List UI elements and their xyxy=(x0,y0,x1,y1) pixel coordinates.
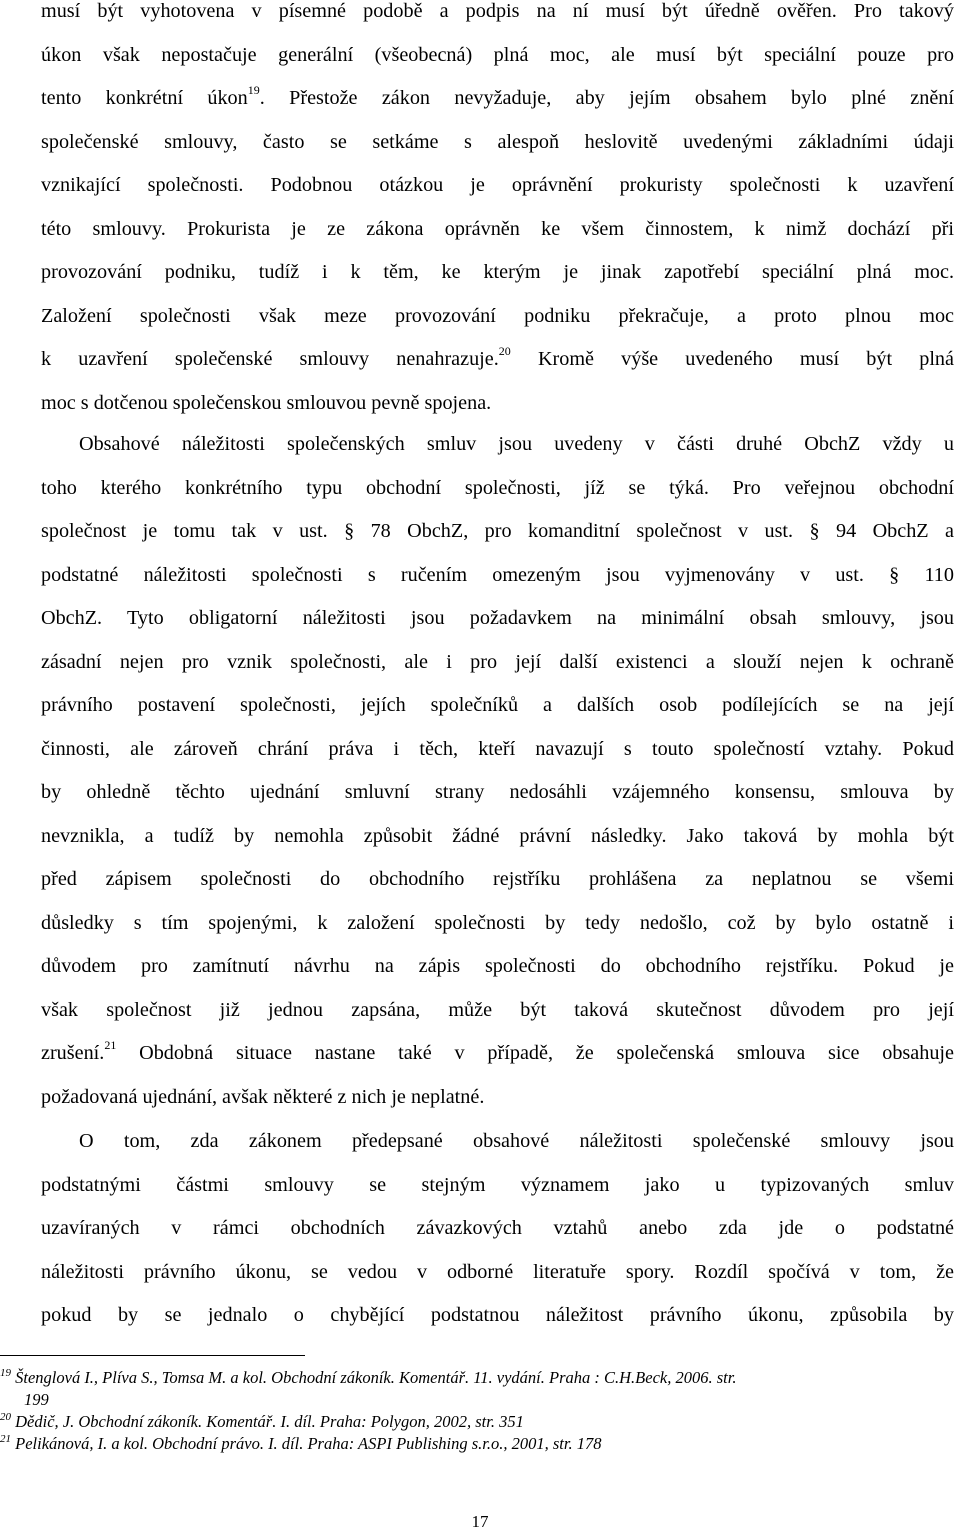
paragraph-1 xyxy=(41,0,954,425)
text-line: ObchZ. Tyto obligatorní náležitosti jsou požadavkem na minimální obsah smlouvy, jsou xyxy=(41,607,954,629)
text-line: však společnost již jednou zapsána, může být taková skutečnost důvodem pro její xyxy=(41,998,954,1021)
text-line: nevznikla, a tudíž by nemohla způsobit žádné právní následky. Jako taková by mohla být xyxy=(41,824,954,847)
paragraph-2 xyxy=(41,423,954,1119)
text-line: podstatné náležitosti společnosti s ručením omezeným jsou vyjmenovány v ust. § 110 xyxy=(41,563,954,586)
text-segment: zrušení. xyxy=(41,1042,105,1064)
text-segment: Obdobná situace nastane také v případě, že společenská smlouva sice obsahuje xyxy=(116,1042,954,1064)
text-segment: Kromě výše uvedeného musí být plná xyxy=(510,348,954,370)
text-line: moc s dotčenou společenskou smlouvou pevně spojena. xyxy=(41,391,492,414)
text-line: náležitosti právního úkonu, se vedou v odborné literatuře spory. Rozdíl spočívá v tom, že xyxy=(41,1260,954,1283)
text-line: společnost je tomu tak v ust. § 78 ObchZ, pro komanditní společnost v ust. § 94 ObchZ a xyxy=(41,520,954,542)
text-line: před zápisem společnosti do obchodního rejstříku prohlášena za neplatnou se všemi xyxy=(41,868,954,890)
footnote-19-continuation: 199 xyxy=(24,1390,49,1409)
text-line: společenské smlouvy, často se setkáme s alespoň heslovitě uvedenými základními údaji xyxy=(41,130,954,153)
text-line: provozování podniku, tudíž i k těm, ke kterým je jinak zapotřebí speciální plná moc. xyxy=(41,261,954,283)
text-line xyxy=(41,1032,954,1076)
text-line: O tom, zda zákonem předepsané obsahové náležitosti společenské smlouvy jsou xyxy=(79,1130,954,1152)
footnote-20 xyxy=(0,1411,950,1433)
footnote-number: 19 xyxy=(0,1366,11,1379)
text-line: Založení společnosti však meze provozování podniku překračuje, a proto plnou moc xyxy=(41,304,954,327)
text-line: pokud by se jednalo o chybějící podstatnou náležitost právního úkonu, způsobila by xyxy=(41,1304,954,1326)
text-line: vznikající společnosti. Podobnou otázkou je oprávnění prokuristy společnosti k uzavření xyxy=(41,174,954,196)
text-line: uzavíraných v rámci obchodních závazkových vztahů anebo zda jde o podstatné xyxy=(41,1217,954,1239)
footnote-ref-20[interactable]: 20 xyxy=(498,344,511,359)
footnote-text: Dědič, J. Obchodní zákoník. Komentář. I. díl. Praha: Polygon, 2002, str. 351 xyxy=(15,1412,524,1431)
text-line: úkon však nepostačuje generální (všeobecná) plná moc, ale musí být speciální pouze pro xyxy=(41,43,954,66)
footnote-text: Štenglová I., Plíva S., Tomsa M. a kol. Obchodní zákoník. Komentář. 11. vydání. Praha : C.H.Beck, 2006. str. xyxy=(15,1368,737,1387)
footnote-ref-21[interactable]: 21 xyxy=(104,1038,117,1053)
text-line xyxy=(41,338,954,382)
text-line: Obsahové náležitosti společenských smluv jsou uvedeny v části druhé ObchZ vždy u xyxy=(79,433,954,455)
text-segment: k uzavření společenské smlouvy nenahrazuje. xyxy=(41,348,499,370)
footnote-text: Pelikánová, I. a kol. Obchodní právo. I. díl. Praha: ASPI Publishing s.r.o., 2001, str. 178 xyxy=(15,1434,602,1453)
text-line: důvodem pro zamítnutí návrhu na zápis společnosti do obchodního rejstříku. Pokud je xyxy=(41,955,954,977)
text-line: zásadní nejen pro vznik společnosti, ale i pro její další existenci a slouží nejen k ochraně xyxy=(41,650,954,673)
text-line: právního postavení společnosti, jejích společníků a dalších osob podílejících se na její xyxy=(41,694,954,716)
text-line: důsledky s tím spojenými, k založení společnosti by tedy nedošlo, což by bylo ostatně i xyxy=(41,911,954,934)
footnote-19 xyxy=(0,1367,950,1389)
text-line: podstatnými částmi smlouvy se stejným významem jako u typizovaných smluv xyxy=(41,1173,954,1196)
text-line xyxy=(41,77,954,121)
text-line: by ohledně těchto ujednání smluvní strany nedosáhli vzájemného konsensu, smlouva by xyxy=(41,781,954,803)
page-number: 17 xyxy=(471,1512,489,1531)
text-segment: . Přestože zákon nevyžaduje, aby jejím obsahem bylo plné znění xyxy=(259,87,954,109)
footnote-number: 21 xyxy=(0,1432,11,1445)
text-line: této smlouvy. Prokurista je ze zákona oprávněn ke všem činnostem, k nimž dochází při xyxy=(41,217,954,240)
footnote-separator xyxy=(0,1355,305,1356)
text-segment: tento konkrétní úkon xyxy=(41,87,248,109)
footnote-21 xyxy=(0,1433,950,1455)
text-line: požadovaná ujednání, avšak některé z nich je neplatné. xyxy=(41,1085,485,1108)
text-line: toho kterého konkrétního typu obchodní společnosti, jíž se týká. Pro veřejnou obchodní xyxy=(41,476,954,499)
footnote-number: 20 xyxy=(0,1410,11,1423)
footnotes xyxy=(0,1367,950,1455)
text-line: musí být vyhotovena v písemné podobě a podpis na ní musí být úředně ověřen. Pro takový xyxy=(41,0,954,22)
footnote-ref-19[interactable]: 19 xyxy=(247,83,260,98)
text-line: činnosti, ale zároveň chrání práva i těch, kteří navazují s touto společností vztahy. Pokud xyxy=(41,737,954,760)
paragraph-3 xyxy=(41,1120,954,1338)
